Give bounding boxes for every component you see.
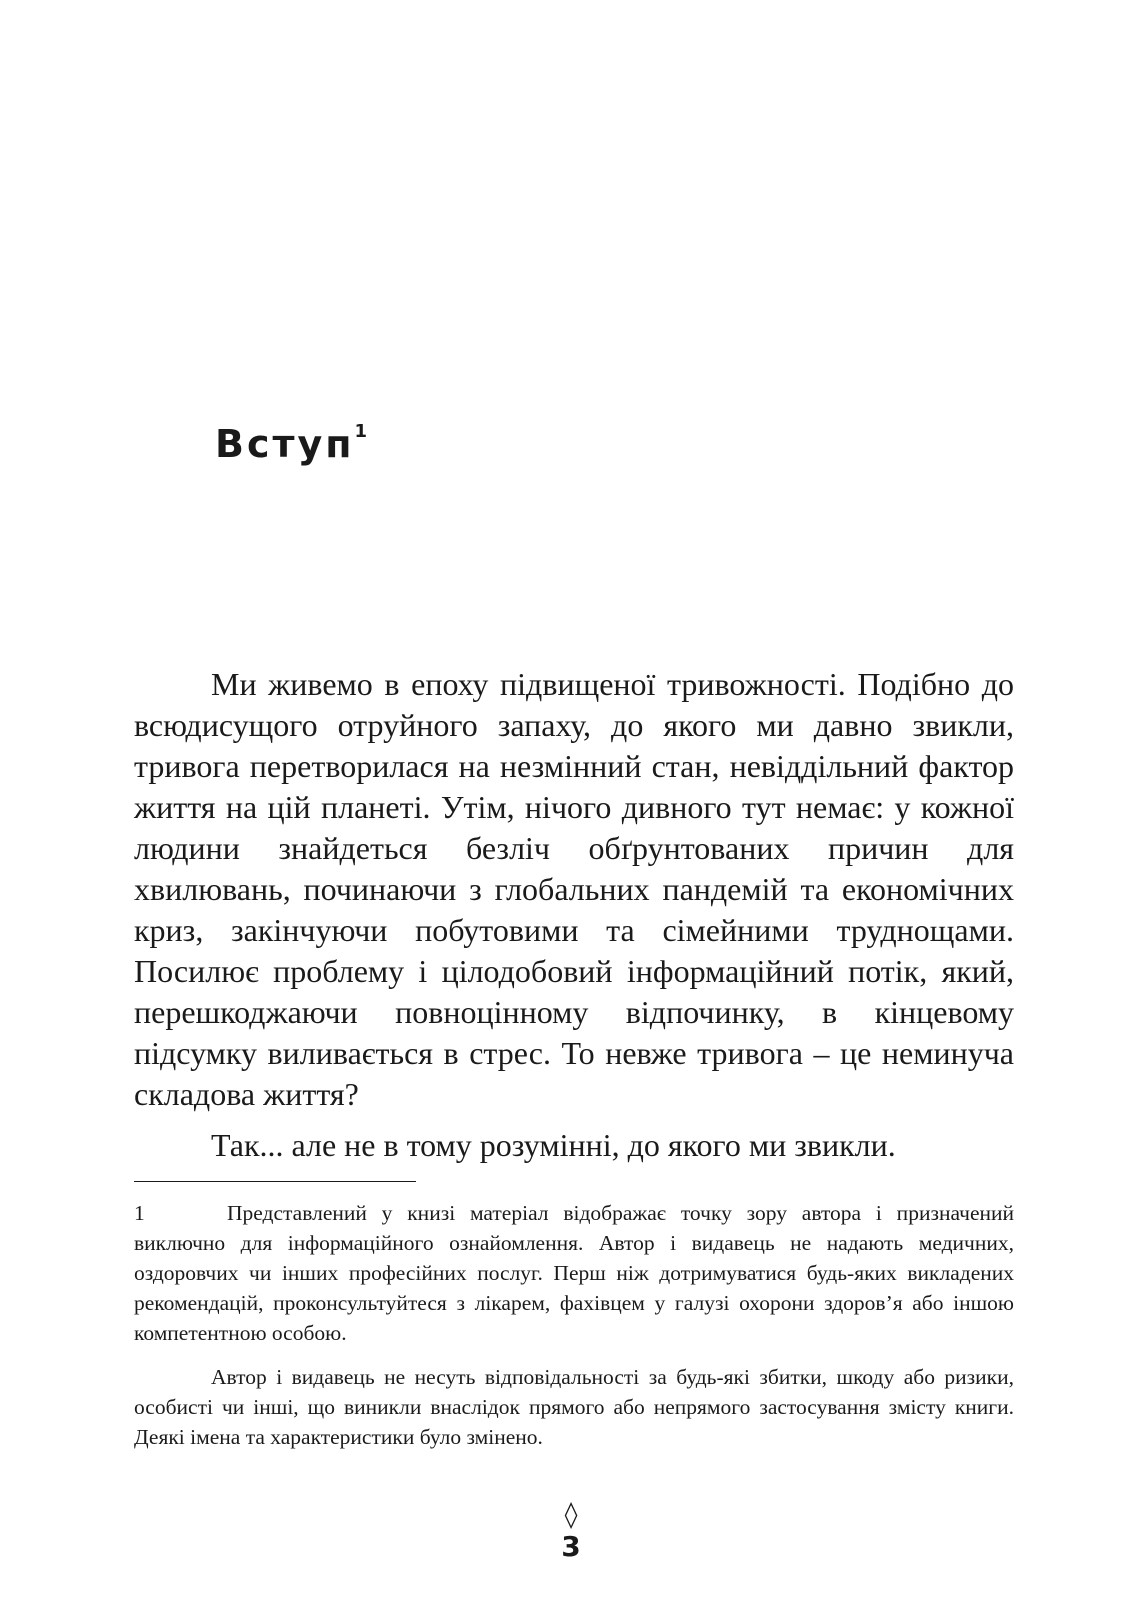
footnotes	[134, 1198, 1014, 1452]
footnote-1-text: Представлений у книзі матеріал відображає точку зору автора і призначений виключно для інформаційного ознайомлення. Автор і видавець не надають медичних, оздоровчих чи інших професійних послуг. Перш ніж дотримуватися будь-яких викладених рекомендацій, проконсультуйтеся з лікарем, фахівцем у галузі охорони здоров’я або іншою компетентною особою.	[134, 1201, 1014, 1345]
footnote-2-text: Автор і видавець не несуть відповідальності за будь-які збитки, шкоду або ризики, особисті чи інші, що виникли внаслідок прямого або непрямого застосування змісту книги. Деякі імена та характеристики було змінено.	[134, 1365, 1014, 1449]
body-paragraph-1: Ми живемо в епоху підвищеної тривожності. Подібно до всюдисущого отруйного запаху, до якого ми давно звикли, тривога перетворилася на незмінний стан, невіддільний фактор життя на цій планеті. Утім, нічого дивного тут немає: у кожної людини знайдеться безліч обґрунтованих причин для хвилювань, починаючи з глобальних пандемій та економічних криз, закінчуючи побутовими та сімейними труднощами. Посилює проблему і цілодобовий інформаційний потік, який, перешкоджаючи повноцінному відпочинку, в кінцевому підсумку виливається в стрес. То невже тривога – це неминуча складова життя?	[134, 666, 1014, 1112]
body-paragraph-2: Так... але не в тому розумінні, до якого ми звикли.	[211, 1127, 896, 1163]
footnote-1	[134, 1198, 1014, 1348]
page-number: 3	[561, 1530, 581, 1563]
footnote-divider	[134, 1181, 416, 1182]
body-text	[134, 664, 1014, 1166]
footnote-number: 1	[134, 1201, 145, 1225]
chapter-title: Вступ	[215, 422, 355, 466]
diamond-ornament-icon: ◊	[564, 1500, 578, 1530]
footnote-reference: 1	[354, 421, 368, 443]
chapter-heading	[215, 421, 368, 466]
